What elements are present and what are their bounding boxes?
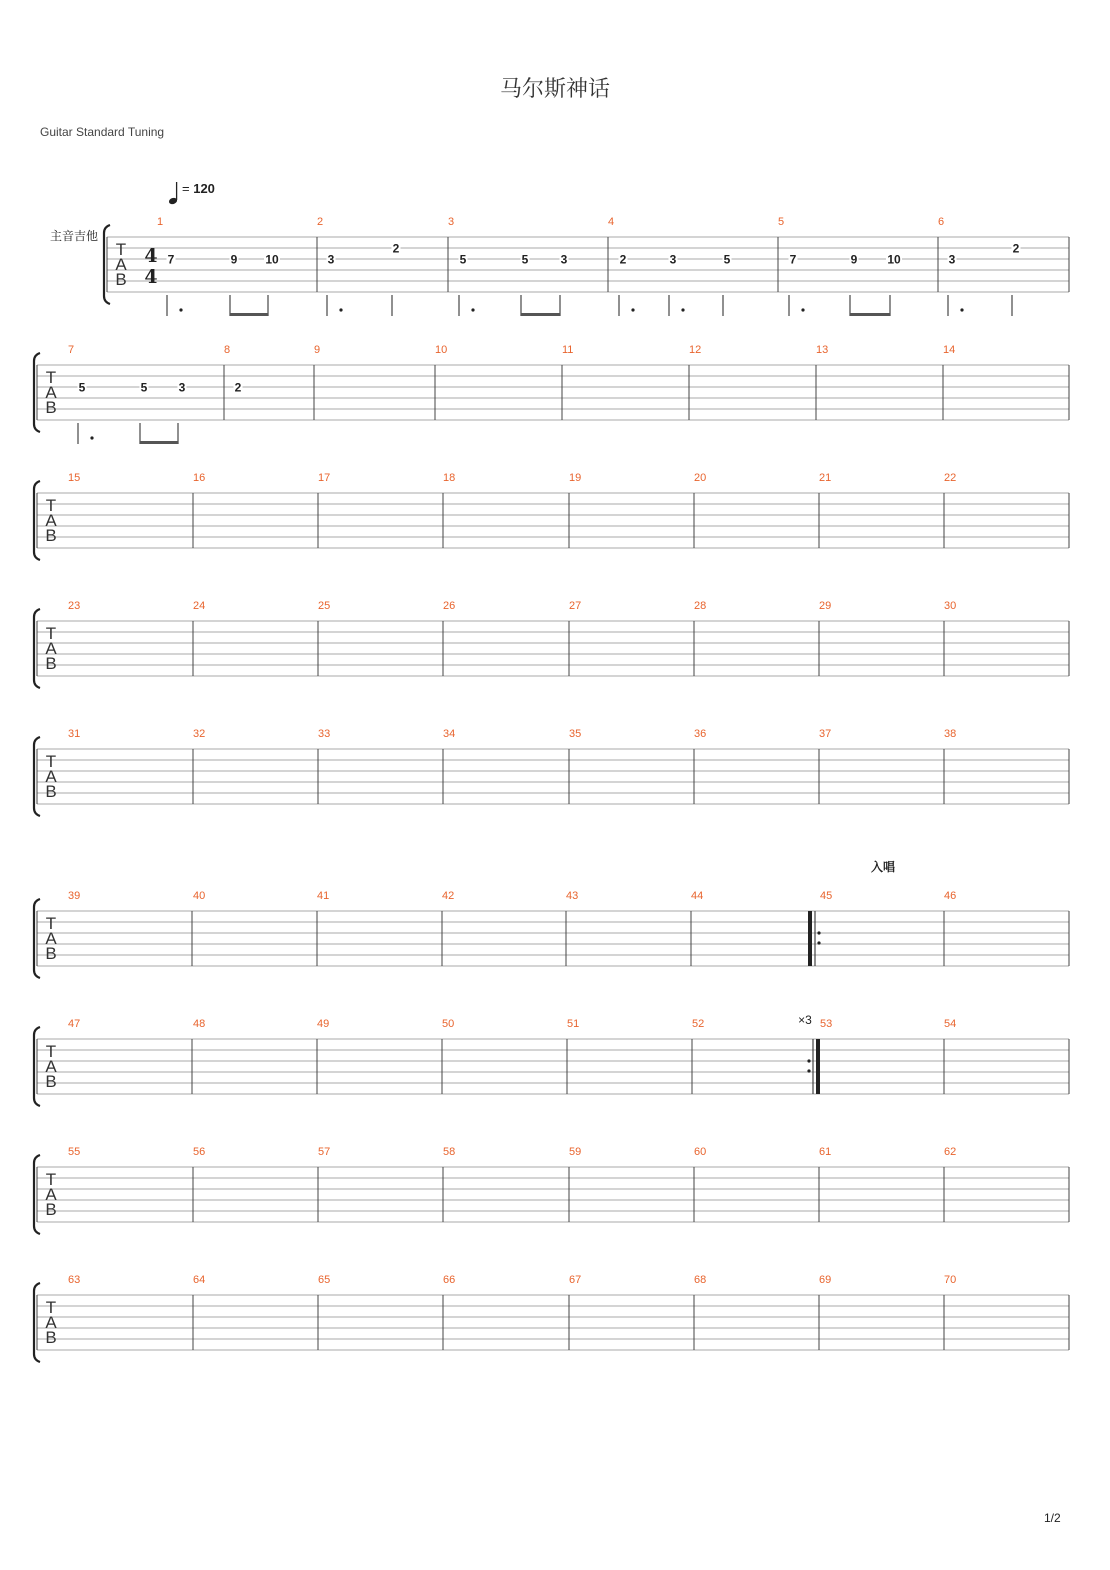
- fret-number: 3: [178, 380, 186, 395]
- measure-number: 48: [193, 1018, 206, 1030]
- measure-number: 17: [318, 472, 331, 484]
- measure-number: 9: [314, 344, 321, 356]
- measure-number: 42: [442, 890, 455, 902]
- tuning-label: Guitar Standard Tuning: [40, 125, 165, 139]
- tab-clef-letter: T: [45, 752, 57, 771]
- measure-number: 14: [943, 344, 956, 356]
- tab-clef-letter: T: [45, 624, 57, 643]
- tab-clef-letter: T: [45, 914, 57, 933]
- staff-system: [104, 216, 1069, 304]
- measure-number: 59: [569, 1146, 582, 1158]
- augmentation-dot: [631, 308, 634, 311]
- measure-number: 49: [317, 1018, 330, 1030]
- measure-number: 67: [569, 1274, 582, 1286]
- measure-number: 4: [608, 216, 615, 228]
- measure-number: 47: [68, 1018, 81, 1030]
- measure-number: 65: [318, 1274, 331, 1286]
- tab-clef-letter: B: [45, 782, 57, 801]
- tab-clef-letter: B: [115, 270, 127, 289]
- time-signature-numerator: 4: [144, 245, 158, 267]
- measure-number: 33: [318, 728, 331, 740]
- track-name: 主音吉他: [49, 229, 98, 243]
- fret-number: 3: [948, 252, 956, 267]
- measure-number: 51: [567, 1018, 580, 1030]
- fret-number: 2: [392, 241, 400, 256]
- measure-number: 38: [944, 728, 957, 740]
- fret-number: 7: [789, 252, 797, 267]
- measure-number: 24: [193, 600, 206, 612]
- tab-clef-letter: A: [45, 1057, 57, 1076]
- measure-number: 68: [694, 1274, 707, 1286]
- staff-system: [34, 1274, 1069, 1362]
- tab-clef-letter: A: [45, 639, 57, 658]
- note-beam: [230, 313, 268, 316]
- measure-number: 60: [694, 1146, 707, 1158]
- measure-number: 46: [944, 890, 957, 902]
- tab-clef-letter: T: [115, 240, 127, 259]
- measure-number: 35: [569, 728, 582, 740]
- tab-clef-letter: A: [45, 511, 57, 530]
- measure-number: 39: [68, 890, 81, 902]
- tab-clef-letter: B: [45, 1200, 57, 1219]
- fret-number: 5: [459, 252, 467, 267]
- measure-number: 62: [944, 1146, 957, 1158]
- measure-number: 36: [694, 728, 707, 740]
- note-beam: [521, 313, 560, 316]
- measure-number: 15: [68, 472, 81, 484]
- measure-number: 63: [68, 1274, 81, 1286]
- fret-number: 2: [619, 252, 627, 267]
- repeat-dot: [817, 931, 820, 934]
- measure-number: 31: [68, 728, 81, 740]
- measure-number: 2: [317, 216, 324, 228]
- note-beam: [850, 313, 890, 316]
- measure-number: 57: [318, 1146, 331, 1158]
- fret-number: 9: [850, 252, 858, 267]
- fret-number: 3: [560, 252, 568, 267]
- augmentation-dot: [179, 308, 182, 311]
- measure-number: 25: [318, 600, 331, 612]
- tab-clef-letter: A: [115, 255, 127, 274]
- fret-number: 7: [167, 252, 175, 267]
- measure-number: 66: [443, 1274, 456, 1286]
- measure-number: 21: [819, 472, 832, 484]
- staff-system: [34, 472, 1069, 560]
- augmentation-dot: [90, 436, 93, 439]
- measure-number: 55: [68, 1146, 81, 1158]
- song-title: 马尔斯神话: [499, 77, 610, 102]
- measure-number: 58: [443, 1146, 456, 1158]
- fret-number: 10: [265, 252, 279, 267]
- tab-clef-letter: B: [45, 398, 57, 417]
- measure-number: 22: [944, 472, 957, 484]
- staff-system: [34, 890, 1069, 978]
- repeat-start-thick-bar: [808, 911, 812, 966]
- tab-clef-letter: T: [45, 496, 57, 515]
- staff-system: [34, 1018, 1069, 1106]
- tab-clef-letter: A: [45, 767, 57, 786]
- tempo-marking: [182, 181, 215, 196]
- fret-number: 3: [669, 252, 677, 267]
- measure-number: 16: [193, 472, 206, 484]
- measure-number: 3: [448, 216, 455, 228]
- measure-number: 37: [819, 728, 832, 740]
- fret-number: 10: [887, 252, 901, 267]
- staff-system: [34, 728, 1069, 816]
- measure-number: 32: [193, 728, 206, 740]
- fret-number: 5: [78, 380, 86, 395]
- measure-number: 64: [193, 1274, 206, 1286]
- tab-clef-letter: B: [45, 1328, 57, 1347]
- tab-clef-letter: A: [45, 1313, 57, 1332]
- measure-number: 54: [944, 1018, 957, 1030]
- measure-number: 29: [819, 600, 832, 612]
- staff-system: [34, 344, 1069, 432]
- tab-clef-letter: B: [45, 526, 57, 545]
- note-beam: [140, 441, 178, 444]
- measure-number: 61: [819, 1146, 832, 1158]
- tab-clef-letter: A: [45, 383, 57, 402]
- measure-number: 11: [562, 344, 574, 356]
- repeat-end-thick-bar: [816, 1039, 820, 1094]
- measure-number: 30: [944, 600, 957, 612]
- measure-number: 18: [443, 472, 456, 484]
- measure-number: 40: [193, 890, 206, 902]
- measure-number: 27: [569, 600, 582, 612]
- fret-number: 5: [140, 380, 148, 395]
- measure-number: 7: [68, 344, 75, 356]
- measure-number: 43: [566, 890, 579, 902]
- repeat-dot: [817, 941, 820, 944]
- fret-number: 5: [723, 252, 731, 267]
- repeat-dot: [807, 1069, 810, 1072]
- tab-clef-letter: B: [45, 944, 57, 963]
- measure-number: 8: [224, 344, 231, 356]
- measure-number: 45: [820, 890, 833, 902]
- staff-system: [34, 1146, 1069, 1234]
- tab-clef-letter: A: [45, 929, 57, 948]
- measure-number: 52: [692, 1018, 705, 1030]
- augmentation-dot: [339, 308, 342, 311]
- section-marker: 入唱: [870, 860, 896, 874]
- fret-number: 2: [1012, 241, 1020, 256]
- fret-number: 2: [234, 380, 242, 395]
- time-signature-denominator: 4: [144, 266, 158, 288]
- measure-number: 13: [816, 344, 829, 356]
- measure-number: 56: [193, 1146, 206, 1158]
- measure-number: 1: [157, 216, 164, 228]
- fret-number: 3: [327, 252, 335, 267]
- measure-number: 44: [691, 890, 704, 902]
- measure-number: 26: [443, 600, 456, 612]
- measure-number: 12: [689, 344, 702, 356]
- tab-clef-letter: T: [45, 368, 57, 387]
- tab-clef-letter: T: [45, 1170, 57, 1189]
- measure-number: 69: [819, 1274, 832, 1286]
- tab-clef-letter: A: [45, 1185, 57, 1204]
- tab-clef-letter: B: [45, 654, 57, 673]
- measure-number: 5: [778, 216, 785, 228]
- measure-number: 53: [820, 1018, 833, 1030]
- repeat-count: ×3: [798, 1013, 812, 1027]
- fret-number: 5: [521, 252, 529, 267]
- measure-number: 28: [694, 600, 707, 612]
- measure-number: 6: [938, 216, 945, 228]
- augmentation-dot: [960, 308, 963, 311]
- augmentation-dot: [801, 308, 804, 311]
- measure-number: 70: [944, 1274, 957, 1286]
- tempo-prefix: =: [182, 181, 194, 196]
- measure-number: 50: [442, 1018, 455, 1030]
- tab-clef-letter: T: [45, 1042, 57, 1061]
- measure-number: 34: [443, 728, 456, 740]
- augmentation-dot: [471, 308, 474, 311]
- fret-number: 9: [230, 252, 238, 267]
- staff-system: [34, 600, 1069, 688]
- measure-number: 23: [68, 600, 81, 612]
- measure-number: 19: [569, 472, 582, 484]
- tempo-value: 120: [193, 181, 215, 196]
- repeat-dot: [807, 1059, 810, 1062]
- measure-number: 20: [694, 472, 707, 484]
- measure-number: 10: [435, 344, 448, 356]
- measure-number: 41: [317, 890, 330, 902]
- page-number: 1/2: [1044, 1511, 1061, 1525]
- augmentation-dot: [681, 308, 684, 311]
- tab-clef-letter: T: [45, 1298, 57, 1317]
- tab-clef-letter: B: [45, 1072, 57, 1091]
